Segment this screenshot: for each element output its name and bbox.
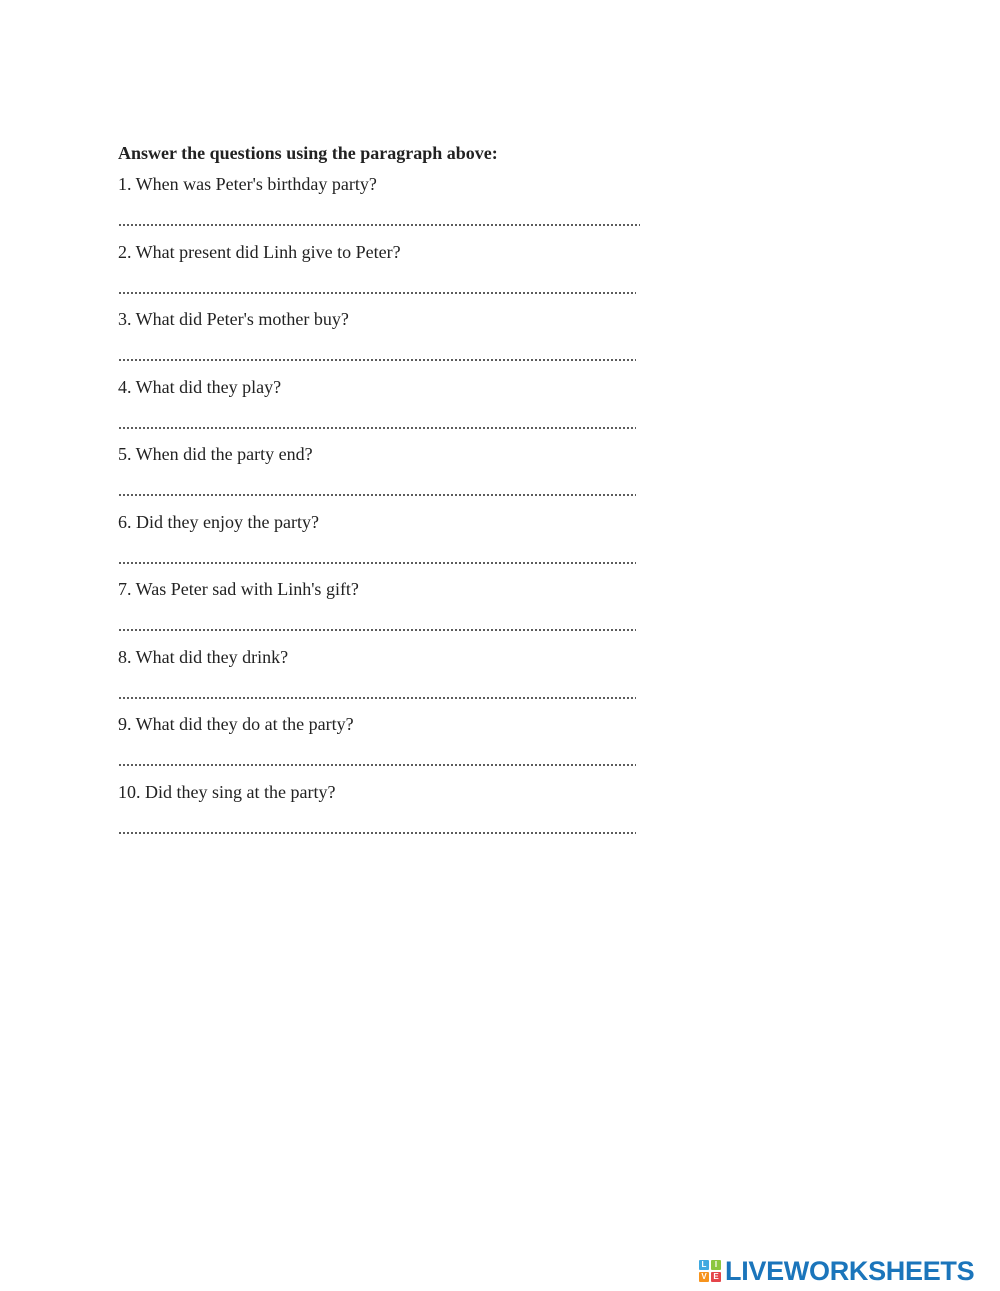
logo-tile: E xyxy=(711,1272,721,1282)
question-text: 7. Was Peter sad with Linh's gift? xyxy=(118,579,359,599)
question-item xyxy=(118,781,678,849)
liveworksheets-logo-icon xyxy=(699,1260,721,1282)
question-text: 1. When was Peter's birthday party? xyxy=(118,174,377,194)
liveworksheets-brand xyxy=(699,1254,974,1288)
question-item xyxy=(118,578,678,646)
answer-field[interactable] xyxy=(118,476,636,498)
question-text: 8. What did they drink? xyxy=(118,646,289,667)
question-text: 3. What did Peter's mother buy? xyxy=(118,309,349,329)
question-item xyxy=(118,376,678,444)
answer-field[interactable] xyxy=(118,341,636,363)
question-item xyxy=(118,241,678,309)
question-text: 4. What did they play? xyxy=(118,376,282,397)
question-text: 9. What did they do at the party? xyxy=(118,714,354,734)
question-item xyxy=(118,511,678,579)
answer-field[interactable] xyxy=(118,679,636,701)
answer-field[interactable] xyxy=(118,544,636,566)
answer-field[interactable] xyxy=(118,746,636,768)
question-item xyxy=(118,646,678,714)
worksheet-heading: Answer the questions using the paragraph above: xyxy=(118,143,498,163)
question-item xyxy=(118,173,678,241)
question-text: 5. When did the party end? xyxy=(118,444,313,464)
liveworksheets-wordmark: LIVEWORKSHEETS xyxy=(725,1255,975,1286)
question-text: 10. Did they sing at the party? xyxy=(118,781,336,802)
answer-field[interactable] xyxy=(118,274,636,296)
worksheet xyxy=(118,142,678,848)
answer-field[interactable] xyxy=(118,409,636,431)
answer-field[interactable] xyxy=(118,814,636,836)
question-text: 2. What present did Linh give to Peter? xyxy=(118,241,401,262)
logo-tile: V xyxy=(699,1272,709,1282)
question-text: 6. Did they enjoy the party? xyxy=(118,511,319,532)
question-item xyxy=(118,713,678,781)
question-item xyxy=(118,308,678,376)
logo-tile: I xyxy=(711,1260,721,1270)
logo-tile: L xyxy=(699,1260,709,1270)
question-list xyxy=(118,173,678,848)
answer-field[interactable] xyxy=(118,611,636,633)
question-item xyxy=(118,443,678,511)
answer-field[interactable] xyxy=(118,206,640,228)
